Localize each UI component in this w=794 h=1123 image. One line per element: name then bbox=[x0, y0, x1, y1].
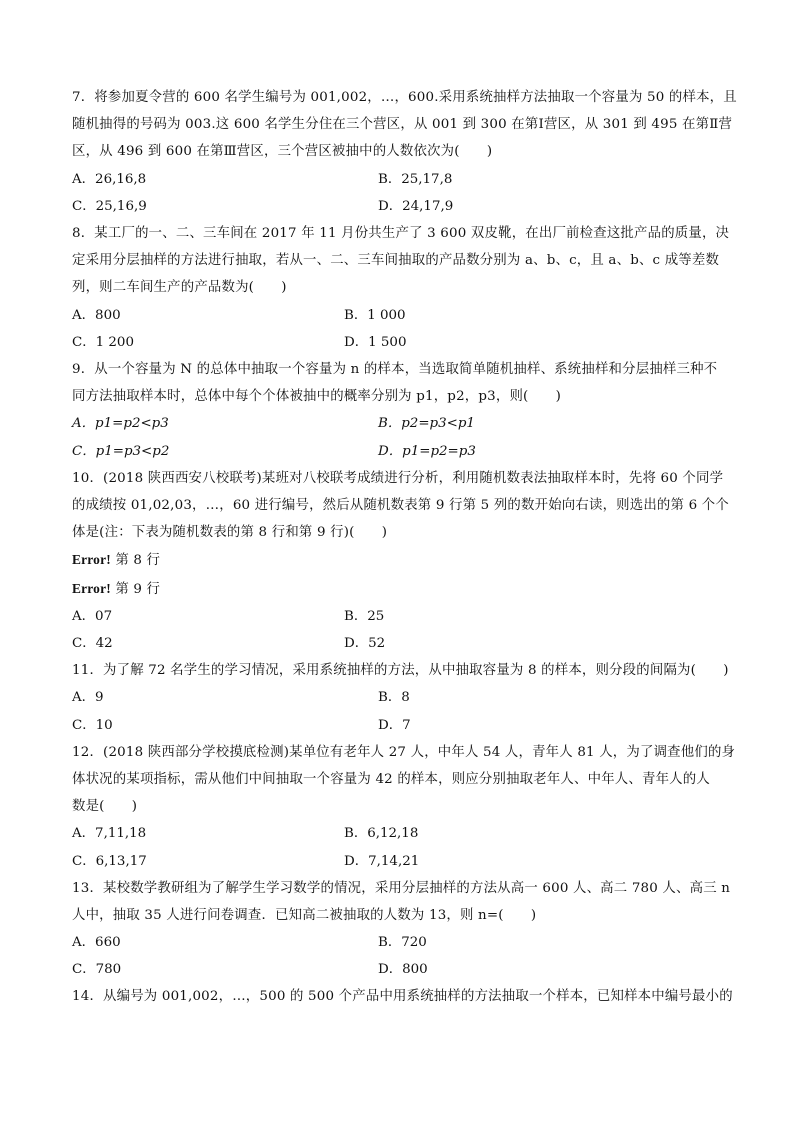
option-c: C．10 bbox=[72, 717, 113, 733]
option-d: D．7 bbox=[378, 717, 411, 733]
option-b: B．p2=p3<p1 bbox=[378, 416, 475, 432]
options-row bbox=[72, 166, 732, 193]
option-c: C．1 200 bbox=[72, 334, 134, 350]
options-row bbox=[72, 302, 732, 329]
question-14 bbox=[72, 983, 732, 1010]
option-a: A．p1=p2<p3 bbox=[72, 416, 169, 432]
row-label: 第 8 行 bbox=[110, 553, 161, 569]
option-d: D．800 bbox=[378, 962, 428, 978]
question-text-line: 定采用分层抽样的方法进行抽取，若从一、二、三车间抽取的产品数分别为 a、b、c，且 a、b、c 成等差数 bbox=[72, 253, 720, 269]
option-c: C．p1=p3<p2 bbox=[72, 443, 170, 459]
question-text-line: 12．(2018 陕西部分学校摸底检测)某单位有老年人 27 人，中年人 54 人，青年人 81 人，为了调查他们的身 bbox=[72, 744, 736, 760]
option-d: D．24,17,9 bbox=[378, 198, 454, 214]
question-12 bbox=[72, 739, 736, 875]
option-b: B．8 bbox=[378, 690, 410, 706]
option-a: A．9 bbox=[72, 690, 104, 706]
row-label: 第 9 行 bbox=[110, 581, 161, 597]
option-b: B．1 000 bbox=[344, 307, 406, 323]
question-text-line: 列，则二车间生产的产品数为( ) bbox=[72, 280, 287, 296]
question-7 bbox=[72, 84, 737, 220]
options-row bbox=[72, 929, 732, 956]
options-row bbox=[72, 712, 732, 739]
question-8 bbox=[72, 220, 732, 356]
option-c: C．25,16,9 bbox=[72, 198, 147, 214]
options-row bbox=[72, 956, 732, 983]
option-d: D．p1=p2=p3 bbox=[378, 443, 476, 459]
option-a: A．800 bbox=[72, 307, 121, 323]
options-row bbox=[72, 410, 732, 437]
option-a: A．07 bbox=[72, 608, 113, 624]
question-text-line: 10．(2018 陕西西安八校联考)某班对八校联考成绩进行分析，利用随机数表法抽取样本时，先将 60 个同学 bbox=[72, 470, 724, 486]
options-row bbox=[72, 329, 732, 356]
error-label: Error! bbox=[72, 552, 111, 568]
random-table-row-9 bbox=[72, 575, 732, 603]
question-text-line: 区，从 496 到 600 在第Ⅲ营区，三个营区被抽中的人数依次为( ) bbox=[72, 144, 493, 160]
question-text-line: 同方法抽取样本时，总体中每个个体被抽中的概率分别为 p1，p2，p3，则( ) bbox=[72, 389, 562, 405]
error-label: Error! bbox=[72, 580, 111, 596]
option-d: D．1 500 bbox=[344, 334, 407, 350]
question-text-line: 数是( ) bbox=[72, 799, 138, 815]
options-row bbox=[72, 820, 732, 847]
option-a: A．660 bbox=[72, 935, 121, 951]
option-b: B．720 bbox=[378, 935, 427, 951]
option-a: A．26,16,8 bbox=[72, 171, 147, 187]
option-c: C．42 bbox=[72, 635, 113, 651]
options-row bbox=[72, 603, 732, 630]
question-text-line: 14．从编号为 001,002，…，500 的 500 个产品中用系统抽样的方法抽取一个样本，已知样本中编号最小的 bbox=[72, 989, 733, 1005]
question-10 bbox=[72, 465, 732, 657]
random-table-row-8 bbox=[72, 546, 732, 574]
question-text-line: 13．某校数学教研组为了解学生学习数学的情况，采用分层抽样的方法从高一 600 人、高二 780 人、高三 n bbox=[72, 880, 731, 896]
exam-page bbox=[72, 84, 737, 1011]
question-text-line: 人中，抽取 35 人进行问卷调查．已知高二被抽取的人数为 13，则 n=( ) bbox=[72, 907, 537, 923]
option-d: D．52 bbox=[344, 635, 386, 651]
options-row bbox=[72, 684, 732, 711]
option-b: B．25,17,8 bbox=[378, 171, 453, 187]
question-13 bbox=[72, 875, 732, 984]
question-text-line: 8．某工厂的一、二、三车间在 2017 年 11 月份共生产了 3 600 双皮靴，在出厂前检查这批产品的质量，决 bbox=[72, 225, 730, 241]
option-b: B．6,12,18 bbox=[344, 826, 419, 842]
options-row bbox=[72, 848, 732, 875]
question-text-line: 9．从一个容量为 N 的总体中抽取一个容量为 n 的样本，当选取简单随机抽样、系统抽样和分层抽样三种不 bbox=[72, 361, 718, 377]
question-11 bbox=[72, 657, 732, 739]
option-c: C．780 bbox=[72, 962, 122, 978]
option-a: A．7,11,18 bbox=[72, 826, 147, 842]
question-9 bbox=[72, 356, 732, 465]
question-text-line: 11．为了解 72 名学生的学习情况，采用系统抽样的方法，从中抽取容量为 8 的样本，则分段的间隔为( ) bbox=[72, 663, 729, 679]
question-text-line: 体状况的某项指标，需从他们中间抽取一个容量为 42 的样本，则应分别抽取老年人、中年人、青年人的人 bbox=[72, 771, 710, 787]
option-c: C．6,13,17 bbox=[72, 853, 147, 869]
question-text-line: 体是(注：下表为随机数表的第 8 行和第 9 行)( ) bbox=[72, 525, 388, 541]
options-row bbox=[72, 630, 732, 657]
question-text-line: 7．将参加夏令营的 600 名学生编号为 001,002，…，600.采用系统抽样方法抽取一个容量为 50 的样本，且 bbox=[72, 90, 737, 105]
question-text-line: 随机抽得的号码为 003.这 600 名学生分住在三个营区，从 001 到 300 在第Ⅰ营区，从 301 到 495 在第Ⅱ营 bbox=[72, 117, 733, 133]
option-b: B．25 bbox=[344, 608, 385, 624]
option-d: D．7,14,21 bbox=[344, 853, 420, 869]
question-text-line: 的成绩按 01,02,03，…，60 进行编号，然后从随机数表第 9 行第 5 列的数开始向右读，则选出的第 6 个个 bbox=[72, 497, 729, 513]
options-row bbox=[72, 193, 732, 220]
options-row bbox=[72, 438, 732, 465]
